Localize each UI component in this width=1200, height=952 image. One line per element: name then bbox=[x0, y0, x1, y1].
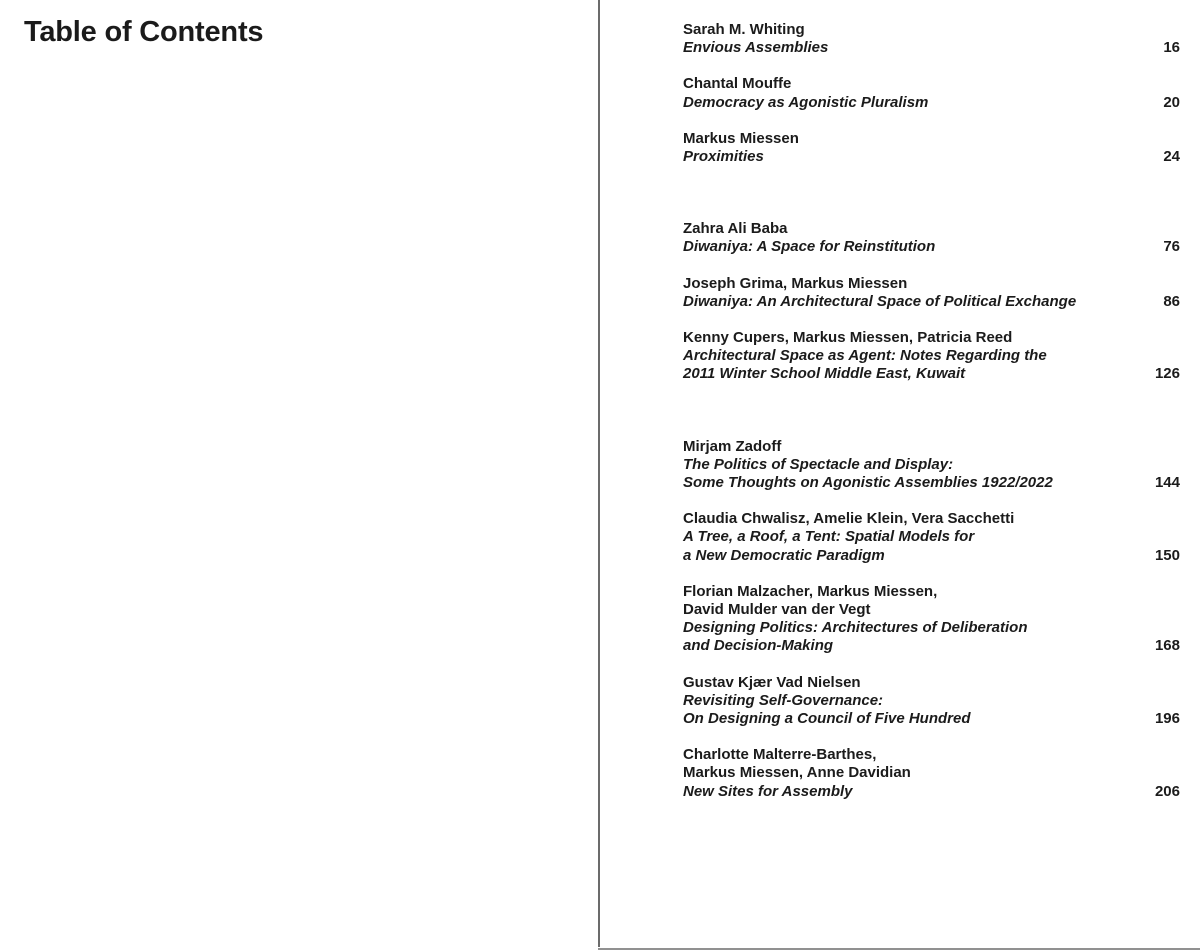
toc-entry-page-number: 20 bbox=[1163, 93, 1180, 111]
toc-entry bbox=[683, 220, 1180, 256]
toc-entry-page-number: 24 bbox=[1163, 148, 1180, 166]
toc-entry-author-line: Sarah M. Whiting bbox=[683, 21, 805, 38]
toc-entry-title-line: Diwaniya: A Space for Reinstitution bbox=[683, 238, 936, 256]
page-gutter-divider bbox=[598, 0, 600, 947]
toc-entry-title-line: The Politics of Spectacle and Display: bbox=[683, 455, 954, 473]
toc-entry-title-line: New Sites for Assembly bbox=[683, 782, 853, 800]
toc-entry bbox=[683, 583, 1180, 656]
toc-entry-author-line: David Mulder van der Vegt bbox=[683, 601, 871, 619]
toc-entry-author-line: Charlotte Malterre-Barthes, bbox=[683, 746, 877, 764]
toc-entry-title-line: Architectural Space as Agent: Notes Regarding the bbox=[683, 347, 1047, 365]
toc-entry bbox=[683, 329, 1180, 384]
toc-group-3 bbox=[683, 438, 1180, 801]
toc-entry bbox=[683, 21, 1180, 57]
toc-entry-title-line: Diwaniya: An Architectural Space of Political Exchange bbox=[683, 292, 1077, 310]
page-bottom-edge bbox=[598, 948, 1200, 950]
toc-entry-page-number: 150 bbox=[1154, 546, 1180, 564]
toc-entry-page-number: 16 bbox=[1163, 39, 1180, 57]
toc-entry bbox=[683, 130, 1180, 166]
toc-entry-title-line: Revisiting Self-Governance: bbox=[683, 691, 884, 709]
toc-entry-author-line: Mirjam Zadoff bbox=[683, 437, 782, 455]
toc-entry bbox=[683, 438, 1180, 493]
toc-entry-title-line: and Decision-Making bbox=[683, 637, 834, 655]
toc-entry-author-line: Chantal Mouffe bbox=[683, 75, 792, 93]
toc-entry bbox=[683, 75, 1180, 111]
page-title: Table of Contents bbox=[24, 16, 264, 48]
toc-entry-page-number: 206 bbox=[1154, 782, 1180, 800]
toc-entry-page-number: 76 bbox=[1163, 238, 1180, 256]
toc-entry-author-line: Kenny Cupers, Markus Miessen, Patricia Reed bbox=[683, 329, 1013, 347]
toc-entry-page-number: 86 bbox=[1163, 292, 1180, 310]
toc-entry-author-line: Joseph Grima, Markus Miessen bbox=[683, 274, 908, 292]
toc-entry-page-number: 196 bbox=[1154, 710, 1180, 728]
toc-entry-author-line: Florian Malzacher, Markus Miessen, bbox=[683, 582, 938, 600]
toc-entry-title-line: 2011 Winter School Middle East, Kuwait bbox=[683, 365, 966, 383]
toc-entry-title-line: A Tree, a Roof, a Tent: Spatial Models for bbox=[683, 528, 975, 546]
toc-entry-title-line: Democracy as Agonistic Pluralism bbox=[683, 93, 929, 111]
toc-entry-author-line: Claudia Chwalisz, Amelie Klein, Vera Sacchetti bbox=[683, 510, 1015, 528]
toc-entry-page-number: 144 bbox=[1154, 474, 1180, 492]
toc-entry bbox=[683, 510, 1180, 565]
toc-column bbox=[683, 21, 1180, 819]
toc-entry-author-line: Markus Miessen, Anne Davidian bbox=[683, 764, 911, 782]
toc-entry-title-line: On Designing a Council of Five Hundred bbox=[683, 710, 971, 728]
toc-entry-page-number: 126 bbox=[1154, 365, 1180, 383]
toc-entry-title-line: Proximities bbox=[683, 148, 764, 166]
toc-group-2 bbox=[683, 220, 1180, 383]
toc-entry-title-line: Envious Assemblies bbox=[683, 39, 829, 57]
toc-entry-page-number: 168 bbox=[1154, 637, 1180, 655]
toc-entry-author-line: Markus Miessen bbox=[683, 129, 799, 147]
toc-group-1 bbox=[683, 21, 1180, 166]
toc-entry bbox=[683, 746, 1180, 801]
toc-entry bbox=[683, 275, 1180, 311]
toc-entry-author-line: Zahra Ali Baba bbox=[683, 220, 788, 238]
toc-entry bbox=[683, 674, 1180, 729]
toc-entry-title-line: a New Democratic Paradigm bbox=[683, 546, 885, 564]
toc-entry-title-line: Some Thoughts on Agonistic Assemblies 1922/2022 bbox=[683, 474, 1053, 492]
toc-entry-author-line: Gustav Kjær Vad Nielsen bbox=[683, 673, 861, 691]
toc-entry-title-line: Designing Politics: Architectures of Deliberation bbox=[683, 619, 1028, 637]
